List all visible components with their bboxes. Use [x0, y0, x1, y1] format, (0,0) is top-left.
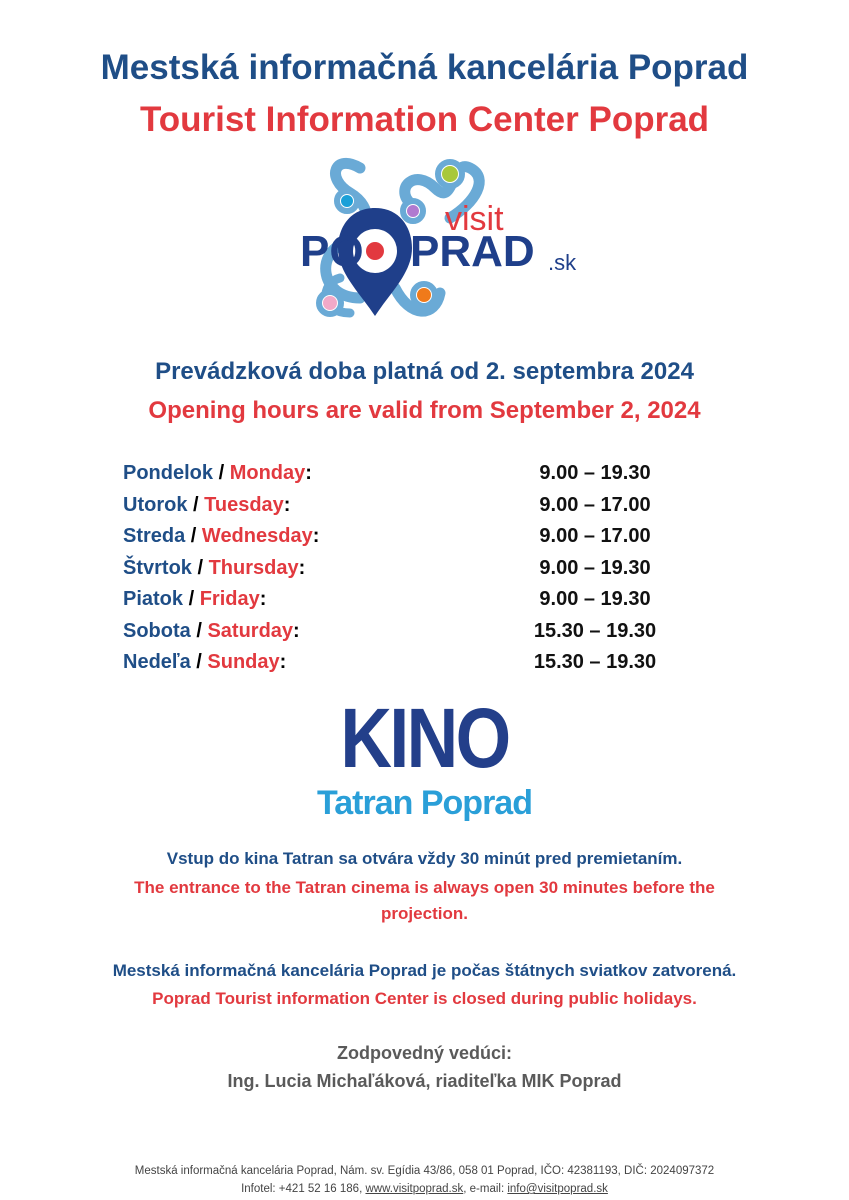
kino-logo-subtitle: Tatran Poprad [317, 784, 532, 822]
day-colon: : [259, 588, 267, 610]
hours-row-friday [123, 588, 723, 620]
day-slovak: Streda [123, 525, 186, 547]
day-english: Saturday [207, 619, 294, 642]
hours-time: 9.00 – 19.30 [539, 588, 651, 610]
hours-time: 15.30 – 19.30 [533, 651, 657, 673]
validity-slovak: Prevádzková doba platná od 2. septembra 2024 [155, 358, 694, 385]
hours-row-sunday [123, 651, 723, 683]
hours-row-tuesday [123, 494, 723, 526]
day-colon: : [298, 556, 306, 579]
day-english: Tuesday [204, 493, 284, 516]
logo-graphic [300, 148, 600, 333]
day-slovak: Štvrtok [123, 556, 192, 579]
hours-row-monday [123, 462, 723, 494]
footer-email-link[interactable]: info@visitpoprad.sk [507, 1183, 608, 1195]
validity-english: Opening hours are valid from September 2, 2024 [148, 397, 701, 424]
footer-contact [0, 1183, 849, 1195]
cinema-note-slovak: Vstup do kina Tatran sa otvára vždy 30 minút pred premietaním. [166, 849, 683, 868]
day-slovak: Piatok [123, 588, 184, 610]
day-english: Friday [199, 588, 260, 610]
hours-time: 9.00 – 19.30 [539, 462, 651, 484]
footer-web-link[interactable]: www.visitpoprad.sk [365, 1183, 464, 1195]
hours-time: 9.00 – 19.30 [539, 556, 651, 579]
hours-row-saturday [123, 620, 723, 652]
day-english: Thursday [208, 556, 299, 579]
logo-word-sk: .sk [548, 250, 577, 275]
footer-email-label: , e-mail: [463, 1183, 508, 1195]
opening-hours-list [123, 462, 723, 683]
footer-address: Mestská informačná kancelária Poprad, Nám. sv. Egídia 43/86, 058 01 Poprad, IČO: 42381193, DIČ: 2024097372 [134, 1165, 715, 1177]
day-separator: / [190, 619, 208, 642]
visit-poprad-logo [300, 148, 600, 333]
day-separator: / [183, 588, 200, 610]
day-slovak: Utorok [123, 493, 188, 516]
title-english: Tourist Information Center Poprad [139, 100, 710, 139]
footer-infotel: Infotel: +421 52 16 186, [241, 1183, 366, 1195]
logo-word-po: PO [300, 227, 364, 276]
day-separator: / [191, 556, 209, 579]
day-separator: / [190, 651, 208, 673]
hours-time: 9.00 – 17.00 [539, 525, 651, 547]
responsible-label: Zodpovedný vedúci: [336, 1043, 513, 1063]
day-english: Sunday [207, 651, 280, 673]
kino-logo-title: KINO [340, 691, 509, 785]
day-colon: : [305, 462, 312, 484]
day-slovak: Pondelok [123, 462, 214, 484]
cinema-note-english: The entrance to the Tatran cinema is always open 30 minutes before the projection. [134, 878, 715, 923]
holiday-note-slovak: Mestská informačná kancelária Poprad je počas štátnych sviatkov zatvorená. [112, 961, 737, 980]
hours-time: 9.00 – 17.00 [539, 493, 651, 516]
day-english: Wednesday [201, 525, 313, 547]
day-slovak: Nedeľa [123, 651, 191, 673]
day-separator: / [185, 525, 202, 547]
day-slovak: Sobota [123, 619, 191, 642]
hours-row-wednesday [123, 525, 723, 557]
day-english: Monday [229, 462, 306, 484]
day-separator: / [213, 462, 230, 484]
day-colon: : [293, 619, 300, 642]
day-colon: : [279, 651, 287, 673]
hours-time: 15.30 – 19.30 [533, 619, 657, 642]
logo-word-visit: visit [445, 200, 504, 238]
hours-row-thursday [123, 557, 723, 589]
title-slovak: Mestská informačná kancelária Poprad [100, 48, 749, 87]
day-separator: / [187, 493, 205, 516]
responsible-name: Ing. Lucia Michaľáková, riaditeľka MIK Poprad [227, 1071, 622, 1091]
holiday-note-english: Poprad Tourist information Center is closed during public holidays. [152, 989, 697, 1008]
logo-word-prad: PRAD [410, 227, 535, 276]
day-colon: : [312, 525, 320, 547]
day-colon: : [283, 493, 291, 516]
